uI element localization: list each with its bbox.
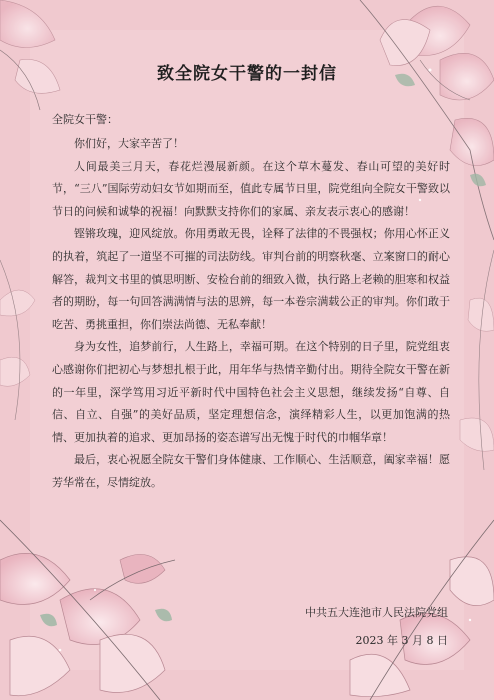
paragraph: 最后，衷心祝愿全院女干警们身体健康、工作顺心、生活顺意，阖家幸福！愿芳华常在，尽情绽放。	[52, 453, 450, 489]
paragraph: 铿锵玫瑰，迎风绽放。你用勇敢无畏，诠释了法律的不畏强权；你用心怀正义的执着，筑起了一道坚不可摧的司法防线。审判台前的明察秋毫、立案窗口的耐心解答，裁判文书里的慎思明断、安检台前的细致入微，执行路上老赖的胆寒和权益者的期盼，每一句回答满满情与法的思辨，每一本卷宗满载公正的审判。你们敢于吃苦、勇挑重担，你们崇法尚德、无私奉献！	[52, 227, 450, 331]
signature	[305, 599, 448, 655]
salutation: 全院女干警：	[52, 113, 118, 126]
letter-body	[52, 133, 450, 495]
signature-org: 中共五大连池市人民法院党组	[305, 606, 448, 619]
paragraph: 你们好，大家辛苦了！	[74, 137, 184, 150]
paragraph: 身为女性，追梦前行，人生路上，幸福可期。在这个特别的日子里，院党组衷心感谢你们把初心与梦想扎根于此，用年华与热情辛勤付出。期待全院女干警在新的一年里，深学笃用习近平新时代中国特色社会主义思想，继续发扬“自尊、自信、自立、自强”的美好品质，坚定理想信念，演绎精彩人生，以更加饱满的热情、更加执着的追求、更加昂扬的姿态谱写出无愧于时代的巾帼华章！	[52, 340, 450, 444]
letter-title: 致全院女干警的一封信	[157, 64, 337, 84]
paragraph: 人间最美三月天，春花烂漫展新颜。在这个草木蔓发、春山可望的美好时节，“三八”国际劳动妇女节如期而至，值此专属节日里，院党组向全院女干警致以节日的问候和诚挚的祝福！向默默支持你们的家属、亲友表示衷心的感谢！	[52, 159, 450, 218]
signature-date: 2023 年 3 月 8 日	[355, 634, 448, 647]
